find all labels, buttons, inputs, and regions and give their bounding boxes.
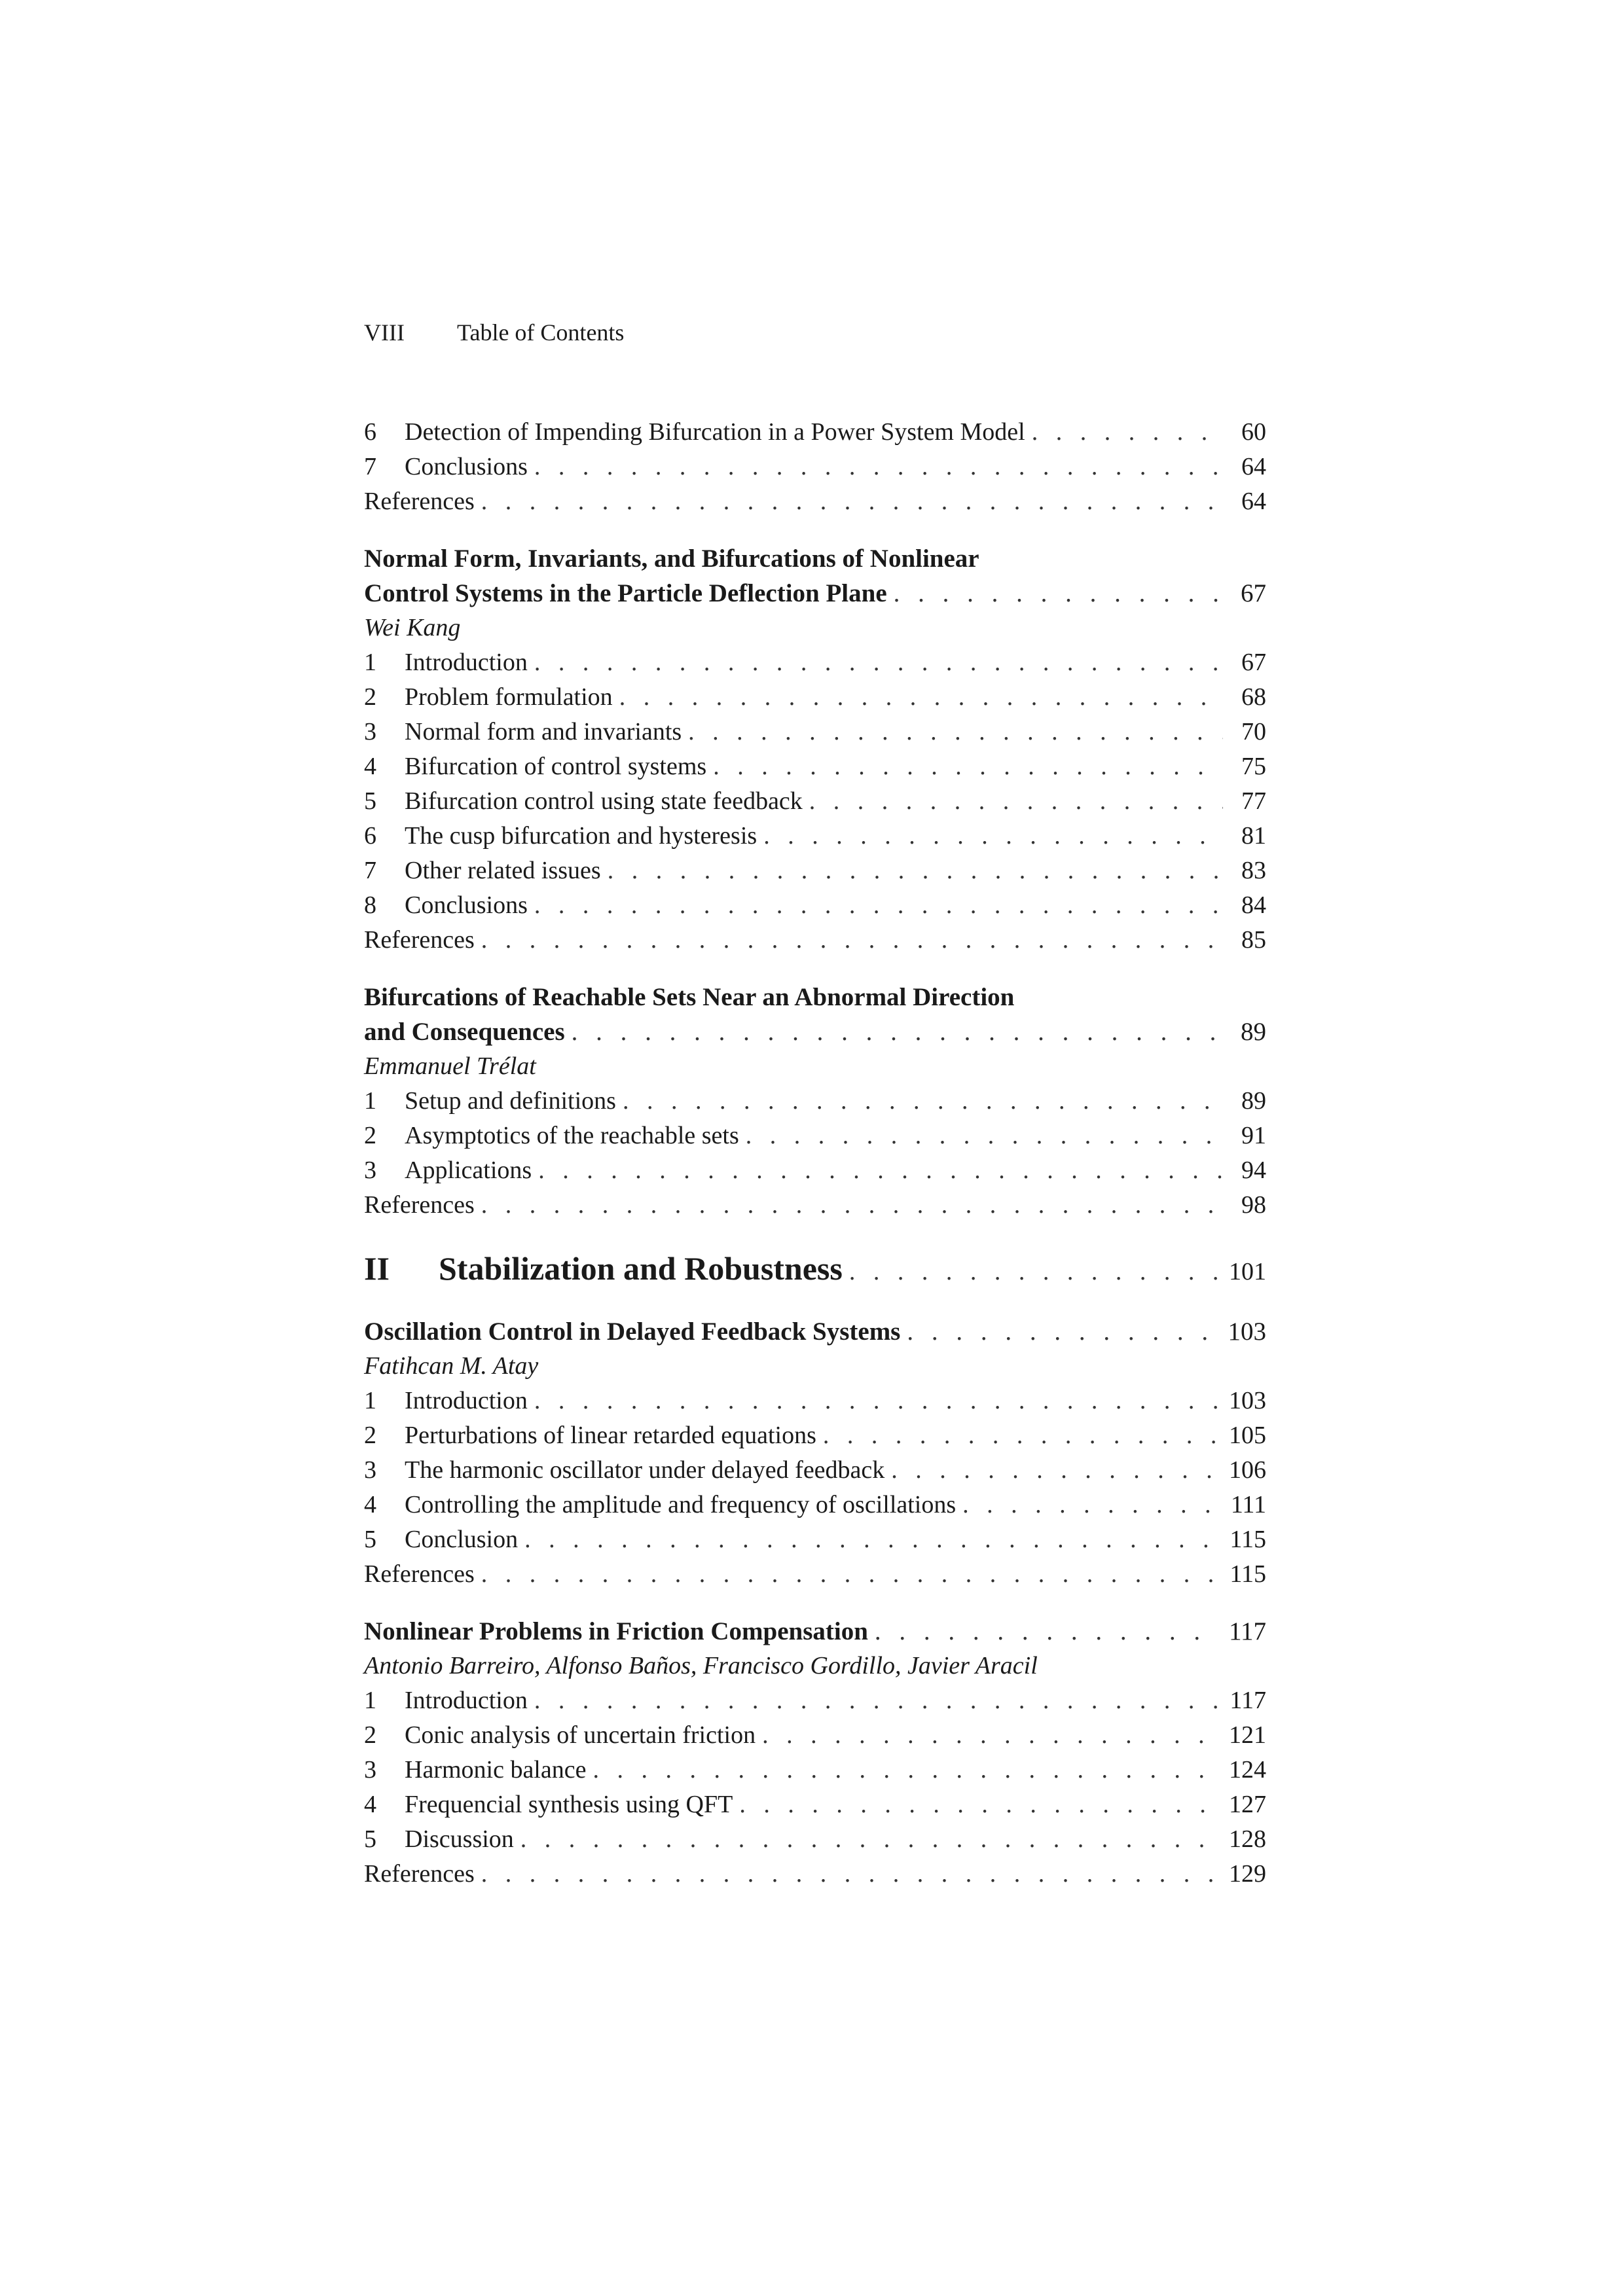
leader-dots	[1032, 415, 1223, 450]
toc-entry	[364, 749, 1266, 784]
entry-page: 89	[1241, 1087, 1266, 1115]
entry-title: Perturbations of linear retarded equations	[405, 1422, 816, 1449]
leader-dots	[907, 1314, 1218, 1349]
leader-dots	[534, 1683, 1221, 1718]
leader-dots	[481, 1857, 1220, 1892]
leader-dots	[849, 1248, 1220, 1295]
toc-entry	[364, 819, 1266, 853]
entry-number: 2	[364, 1422, 376, 1449]
entry-title: Controlling the amplitude and frequency of oscillations	[405, 1491, 957, 1518]
part-page: 101	[1229, 1258, 1266, 1285]
entry-page: 111	[1230, 1491, 1266, 1518]
entry-number: 2	[364, 1122, 376, 1149]
leader-dots	[481, 923, 1223, 958]
entry-page: 84	[1241, 891, 1266, 919]
entry-number: 3	[364, 1157, 376, 1184]
toc-entry	[364, 888, 1266, 923]
entry-page: 91	[1241, 1122, 1266, 1149]
leader-dots	[534, 450, 1223, 484]
entry-number: 8	[364, 891, 376, 919]
entry-page: 70	[1241, 718, 1266, 745]
leader-dots	[739, 1787, 1220, 1822]
leader-dots	[962, 1488, 1222, 1522]
leader-dots	[746, 1119, 1223, 1153]
entry-page: 64	[1241, 453, 1266, 480]
entry-page: 128	[1229, 1825, 1266, 1853]
entry-page: 103	[1229, 1387, 1266, 1414]
toc-entry	[364, 1488, 1266, 1522]
entry-title: Applications	[405, 1157, 532, 1184]
entry-number: 5	[364, 1825, 376, 1853]
entry-page: 124	[1229, 1756, 1266, 1784]
entry-title: The harmonic oscillator under delayed feedback	[405, 1456, 885, 1484]
leader-dots	[762, 1718, 1220, 1753]
leader-dots	[481, 484, 1223, 519]
leader-dots	[823, 1418, 1220, 1453]
entry-number: 1	[364, 1687, 376, 1714]
entry-page: 67	[1241, 649, 1266, 676]
chapter-author: Antonio Barreiro, Alfonso Baños, Francisco Gordillo, Javier Aracil	[364, 1652, 1038, 1679]
entry-number: 3	[364, 1756, 376, 1784]
chapter-title-continued	[364, 1014, 1266, 1049]
entry-title: Introduction	[405, 1387, 528, 1414]
entry-title: Discussion	[405, 1825, 514, 1853]
entry-title: Nonlinear Problems in Friction Compensation	[364, 1617, 868, 1645]
entry-title: Conclusion	[405, 1526, 519, 1553]
entry-title: References	[364, 488, 475, 515]
entry-title: References	[364, 1191, 475, 1219]
leader-dots	[608, 853, 1223, 888]
chapter-author: Fatihcan M. Atay	[364, 1352, 539, 1380]
entry-page: 64	[1241, 488, 1266, 515]
entry-title: Introduction	[405, 649, 528, 676]
toc-entry	[364, 1084, 1266, 1119]
entry-number: 1	[364, 1387, 376, 1414]
toc-entry	[364, 784, 1266, 819]
leader-dots	[619, 680, 1223, 715]
toc-entry	[364, 1522, 1266, 1557]
toc-content	[364, 415, 1266, 1892]
entry-title: References	[364, 1860, 475, 1888]
chapter-title-continued	[364, 576, 1266, 611]
chapter-title	[364, 541, 1266, 576]
entry-page: 98	[1241, 1191, 1266, 1219]
entry-title: Detection of Impending Bifurcation in a Power System Model	[405, 418, 1025, 446]
chapter-page: 67	[1241, 579, 1266, 607]
leader-dots	[534, 1384, 1220, 1418]
entry-title: Conclusions	[405, 891, 528, 919]
entry-page: 127	[1229, 1791, 1266, 1818]
toc-entry	[364, 715, 1266, 749]
header-page-number: VIII	[364, 319, 405, 346]
toc-entry	[364, 1822, 1266, 1857]
chapter-title	[364, 1314, 1266, 1349]
leader-dots	[763, 819, 1223, 853]
entry-page: 106	[1229, 1456, 1266, 1484]
entry-title: Problem formulation	[405, 683, 613, 711]
entry-title: Asymptotics of the reachable sets	[405, 1122, 739, 1149]
leader-dots	[538, 1153, 1223, 1188]
entry-number: 5	[364, 787, 376, 815]
entry-title: and Consequences	[364, 1018, 565, 1046]
toc-entry	[364, 1453, 1266, 1488]
part-title: Stabilization and Robustness	[439, 1250, 843, 1287]
toc-entry	[364, 1753, 1266, 1787]
entry-page: 105	[1229, 1422, 1266, 1449]
entry-title: Bifurcation of control systems	[405, 753, 707, 780]
entry-title: Normal form and invariants	[405, 718, 682, 745]
leader-dots	[623, 1084, 1223, 1119]
entry-page: 83	[1241, 857, 1266, 884]
part-number: II	[364, 1250, 390, 1287]
toc-entry-references	[364, 1857, 1266, 1892]
toc-entry	[364, 1718, 1266, 1753]
entry-title: Frequencial synthesis using QFT	[405, 1791, 733, 1818]
toc-entry	[364, 1119, 1266, 1153]
leader-dots	[891, 1453, 1220, 1488]
entry-number: 1	[364, 649, 376, 676]
leader-dots	[572, 1014, 1223, 1049]
toc-entry	[364, 680, 1266, 715]
leader-dots	[481, 1188, 1223, 1223]
leader-dots	[534, 888, 1223, 923]
entry-title: Control Systems in the Particle Deflection Plane	[364, 579, 887, 607]
chapter-author: Wei Kang	[364, 614, 461, 641]
entry-number: 1	[364, 1087, 376, 1115]
entry-title: Bifurcations of Reachable Sets Near an Abnormal Direction	[364, 983, 1015, 1011]
entry-title: Conic analysis of uncertain friction	[405, 1721, 756, 1749]
toc-entry-references	[364, 923, 1266, 958]
entry-title: Other related issues	[405, 857, 601, 884]
leader-dots	[894, 576, 1223, 611]
chapter-page: 89	[1241, 1018, 1266, 1046]
chapter-page: 117	[1228, 1617, 1266, 1645]
entry-page: 115	[1230, 1526, 1266, 1553]
entry-page: 77	[1241, 787, 1266, 815]
leader-dots	[520, 1822, 1220, 1857]
entry-page: 94	[1241, 1157, 1266, 1184]
entry-page: 117	[1230, 1687, 1266, 1714]
entry-page: 75	[1241, 753, 1266, 780]
leader-dots	[809, 784, 1223, 819]
chapter-title	[364, 980, 1266, 1014]
entry-title: Bifurcation control using state feedback	[405, 787, 803, 815]
toc-entry	[364, 1787, 1266, 1822]
entry-page: 115	[1230, 1560, 1266, 1588]
chapter-title	[364, 1614, 1266, 1649]
entry-title: References	[364, 1560, 475, 1588]
leader-dots	[713, 749, 1223, 784]
entry-title: Oscillation Control in Delayed Feedback Systems	[364, 1318, 901, 1346]
entry-page: 85	[1241, 926, 1266, 954]
toc-entry	[364, 645, 1266, 680]
chapter-author: Emmanuel Trélat	[364, 1052, 536, 1080]
entry-number: 3	[364, 718, 376, 745]
entry-title: Conclusions	[405, 453, 528, 480]
toc-entry	[364, 415, 1266, 450]
leader-dots	[875, 1614, 1220, 1649]
entry-title: Harmonic balance	[405, 1756, 587, 1784]
entry-number: 4	[364, 1791, 376, 1818]
entry-number: 3	[364, 1456, 376, 1484]
entry-title: Normal Form, Invariants, and Bifurcations of Nonlinear	[364, 545, 979, 573]
leader-dots	[688, 715, 1223, 749]
toc-entry	[364, 853, 1266, 888]
entry-page: 60	[1241, 418, 1266, 446]
entry-number: 4	[364, 753, 376, 780]
entry-number: 4	[364, 1491, 376, 1518]
toc-entry	[364, 450, 1266, 484]
leader-dots	[534, 645, 1223, 680]
toc-entry	[364, 1418, 1266, 1453]
entry-number: 6	[364, 418, 376, 446]
toc-entry	[364, 1384, 1266, 1418]
entry-number: 2	[364, 683, 376, 711]
entry-page: 81	[1241, 822, 1266, 850]
leader-dots	[481, 1557, 1221, 1592]
entry-title: Setup and definitions	[405, 1087, 616, 1115]
entry-number: 7	[364, 857, 376, 884]
toc-entry-references	[364, 1188, 1266, 1223]
toc-entry-references	[364, 484, 1266, 519]
entry-number: 2	[364, 1721, 376, 1749]
toc-entry-references	[364, 1557, 1266, 1592]
leader-dots	[524, 1522, 1220, 1557]
running-header	[364, 318, 624, 347]
toc-entry	[364, 1153, 1266, 1188]
entry-page: 121	[1229, 1721, 1266, 1749]
toc-entry	[364, 1683, 1266, 1718]
entry-number: 7	[364, 453, 376, 480]
chapter-page: 103	[1228, 1318, 1266, 1346]
part-heading	[364, 1245, 1266, 1292]
header-running-title: Table of Contents	[457, 319, 625, 346]
entry-page: 129	[1229, 1860, 1266, 1888]
entry-number: 5	[364, 1526, 376, 1553]
entry-number: 6	[364, 822, 376, 850]
entry-title: The cusp bifurcation and hysteresis	[405, 822, 757, 850]
leader-dots	[593, 1753, 1220, 1787]
entry-page: 68	[1241, 683, 1266, 711]
entry-title: References	[364, 926, 475, 954]
entry-title: Introduction	[405, 1687, 528, 1714]
